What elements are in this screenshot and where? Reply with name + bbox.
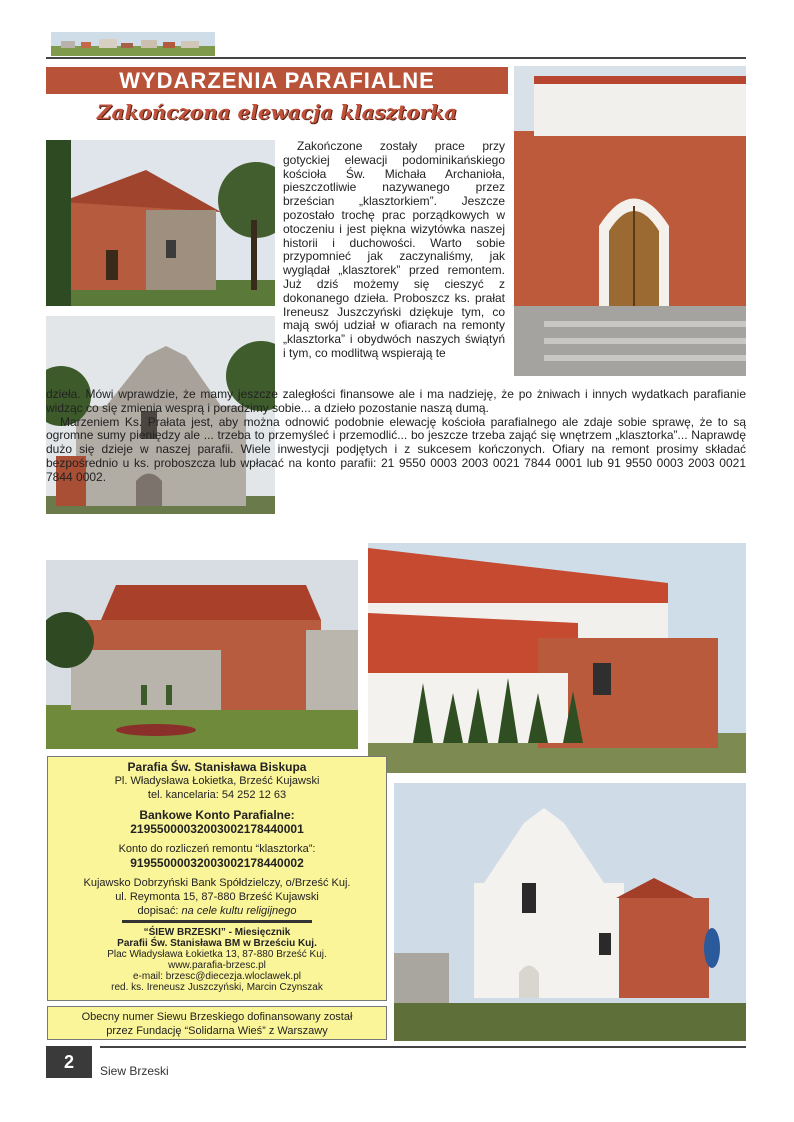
article-column-text — [283, 140, 505, 361]
header-rule — [46, 57, 746, 59]
header-town-photo — [51, 32, 215, 56]
transfer-note-prefix: dopisać: — [137, 905, 179, 917]
article-paragraph-2: Marzeniem Ks. Prałata jest, aby można odnowić podobnie elewację kościoła parafialnego ale zdaje sobie sprawę, że to są ogromne sumy pieniędzy ale ... trzeba to przemyśleć i przemodlić... bo jeszcze trzeba zająć się wnętrzem „klasztorka”... Naprawdę dużo się dzieje w naszej parafii. Wiele inwestycji podjętych i z sukcesem kończonych. Ofiary na remont prosimy składać bezpośrednio u ks. proboszcza lub wpłacać na konto parafii: 21 9550 0003 2003 0021 7844 0001 lub 91 9550 0003 2003 0021 7844 0002. — [46, 414, 746, 484]
bank-account-label: Bankowe Konto Parafialne: — [139, 808, 295, 822]
photo-church-before-side — [46, 140, 275, 306]
bank-name: Kujawsko Dobrzyński Bank Spółdzielczy, o/Brześć Kuj. — [83, 877, 351, 889]
parish-name: Parafia Św. Stanisława Biskupa — [127, 760, 307, 774]
photo-church-renovated-facade — [394, 783, 746, 1041]
photo-church-garden — [46, 560, 358, 749]
photo-church-renovated-side — [368, 543, 746, 773]
footer-rule — [100, 1046, 746, 1048]
funding-note-line-1: Obecny numer Siewu Brzeskiego dofinansowany został — [81, 1011, 353, 1023]
article-paragraph-1-continued: dzieła. Mówi wprawdzie, że mamy jeszcze zaległości finansowe ale i ma nadzieję, że po żniwach i innych wydatkach parafianie widząc co się zmienia wesprą i poradzimy sobie... a dzieło pozostanie naszą dumą. — [46, 387, 746, 415]
photo-church-entrance — [514, 66, 746, 376]
article-full-width-text — [46, 388, 746, 485]
funding-note-box — [47, 1006, 387, 1040]
website-link[interactable]: www.parafia-brzesc.pl — [168, 960, 266, 971]
transfer-note-text: na cele kultu religijnego — [181, 905, 297, 917]
bank-address: ul. Reymonta 15, 87-880 Brześć Kujawski — [115, 891, 319, 903]
page-number: 2 — [46, 1046, 92, 1078]
parish-phone: tel. kancelaria: 54 252 12 63 — [147, 789, 287, 801]
editors: red. ks. Ireneusz Juszczyński, Marcin Czynszak — [111, 982, 323, 993]
funding-note-line-2: przez Fundację “Solidarna Wieś” z Warszawy — [106, 1025, 328, 1037]
publication-name: Siew Brzeski — [100, 1064, 169, 1078]
article-paragraph-1: Zakończone zostały prace przy gotyckiej elewacji podominikańskiego kościoła Św. Michała Archanioła, pieszczotliwie nazywanego przez brześcian „klasztorkiem”. Jeszcze pozostało trochę prac porządkowych w otoczeniu i jest piękna wizytówka naszej historii i duchowości. Warto sobie przypomnieć jak zaczynaliśmy, jak wyglądał „klasztorek” przed remontem. Już dziś możemy się cieszyć z dokonanego dzieła. Proboszcz ks. prałat Ireneusz Juszczyński dziękuje tym, co mają swój udział w ofiarach na remonty „klasztorka” i obydwóch naszych świątyń i tym, co modlitwą wspierają te — [283, 139, 505, 360]
article-title: Zakończona elewacja klasztorka — [96, 100, 458, 124]
publisher: Parafii Św. Stanisława BM w Brześciu Kuj. — [117, 938, 317, 949]
repair-account-number: 91955000032003002178440002 — [130, 856, 304, 870]
repair-account-label: Konto do rozliczeń remontu “klasztorka”: — [118, 843, 316, 855]
section-title: WYDARZENIA PARAFIALNE — [46, 67, 508, 94]
info-box-divider — [122, 920, 312, 923]
publisher-address: Plac Władysława Łokietka 13, 87-880 Brześć Kuj. — [107, 949, 327, 960]
parish-address: Pl. Władysława Łokietka, Brześć Kujawski — [114, 775, 320, 787]
parish-info-box — [47, 756, 387, 1001]
transfer-note — [48, 904, 386, 918]
bank-account-number: 21955000032003002178440001 — [130, 822, 304, 836]
email-link[interactable]: e-mail: brzesc@diecezja.wloclawek.pl — [133, 971, 301, 982]
magazine-name: “ŚIEW BRZESKI” - Miesięcznik — [143, 927, 291, 938]
